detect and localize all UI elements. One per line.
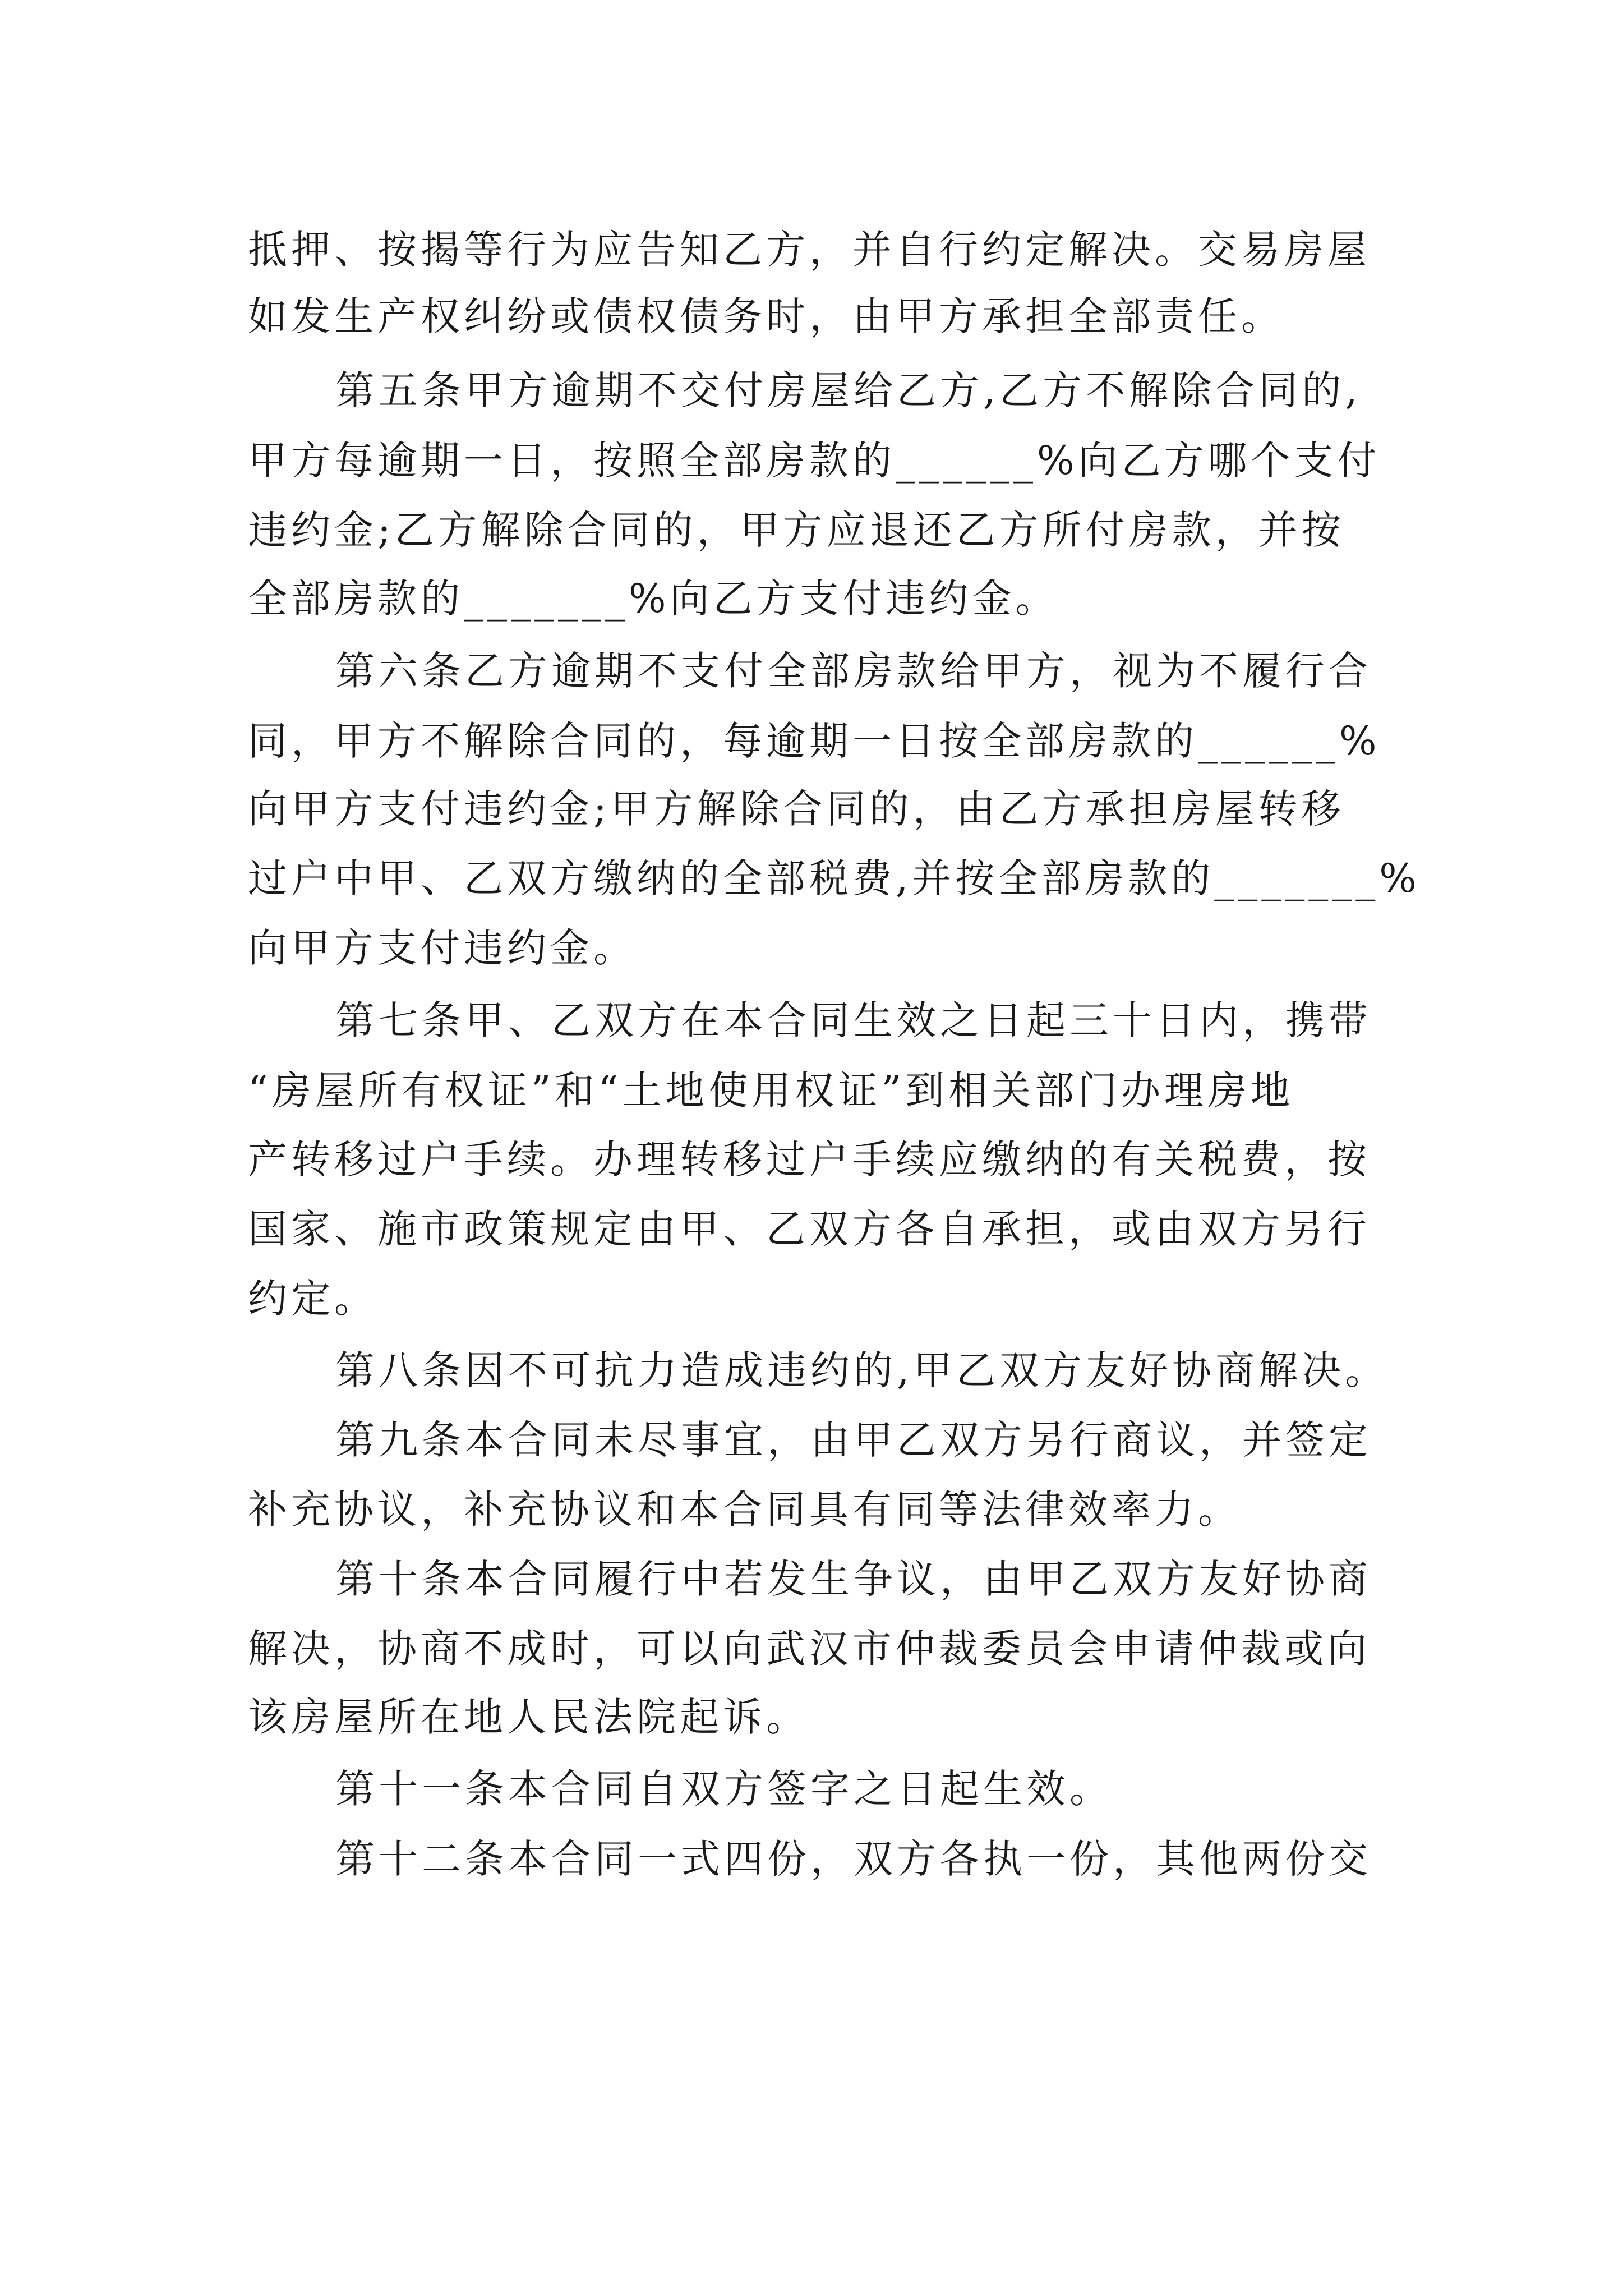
text-line: 如发生产权纠纷或债权债务时，由甲方承担全部责任。 <box>248 293 1284 339</box>
text-line: 第七条甲、乙双方在本合同生效之日起三十日内，携带 <box>335 997 1372 1043</box>
text-line: 第五条甲方逾期不交付房屋给乙方,乙方不解除合同的, <box>335 367 1362 413</box>
text-line: 违约金;乙方解除合同的，甲方应退还乙方所付房款，并按 <box>248 507 1345 553</box>
text-line: 第九条本合同未尽事宜，由甲乙双方另行商议，并签定 <box>335 1417 1372 1463</box>
text-line: 全部房款的_______%向乙方支付违约金。 <box>248 576 1059 622</box>
text-line: 国家、施市政策规定由甲、乙双方各自承担，或由双方另行 <box>248 1206 1371 1252</box>
text-line: 该房屋所在地人民法院起诉。 <box>248 1694 809 1740</box>
text-line: 同，甲方不解除合同的，每逾期一日按全部房款的______% <box>248 718 1381 764</box>
text-line: 甲方每逾期一日，按照全部房款的______%向乙方哪个支付 <box>248 438 1381 484</box>
text-line: “房屋所有权证”和“土地使用权证”到相关部门办理房地 <box>248 1068 1294 1114</box>
text-line: 过户中甲、乙双方缴纳的全部税费,并按全部房款的_______% <box>248 855 1421 901</box>
text-line: 补充协议，补充协议和本合同具有同等法律效率力。 <box>248 1487 1241 1533</box>
text-line: 第十条本合同履行中若发生争议，由甲乙双方友好协商 <box>335 1556 1372 1602</box>
text-line: 第十一条本合同自双方签字之日起生效。 <box>335 1766 1113 1812</box>
text-line: 产转移过户手续。办理转移过户手续应缴纳的有关税费，按 <box>248 1137 1371 1182</box>
text-line: 约定。 <box>248 1276 377 1322</box>
text-line: 向甲方支付违约金。 <box>248 925 637 971</box>
text-line: 抵押、按揭等行为应告知乙方，并自行约定解决。交易房屋 <box>248 227 1371 273</box>
text-line: 解决，协商不成时，可以向武汉市仲裁委员会申请仲裁或向 <box>248 1626 1371 1672</box>
text-line: 第八条因不可抗力造成违约的,甲乙双方友好协商解决。 <box>335 1347 1389 1393</box>
text-line: 第十二条本合同一式四份，双方各执一份，其他两份交 <box>335 1836 1372 1882</box>
text-line: 第六条乙方逾期不支付全部房款给甲方，视为不履行合 <box>335 648 1372 694</box>
text-line: 向甲方支付违约金;甲方解除合同的，由乙方承担房屋转移 <box>248 786 1345 832</box>
